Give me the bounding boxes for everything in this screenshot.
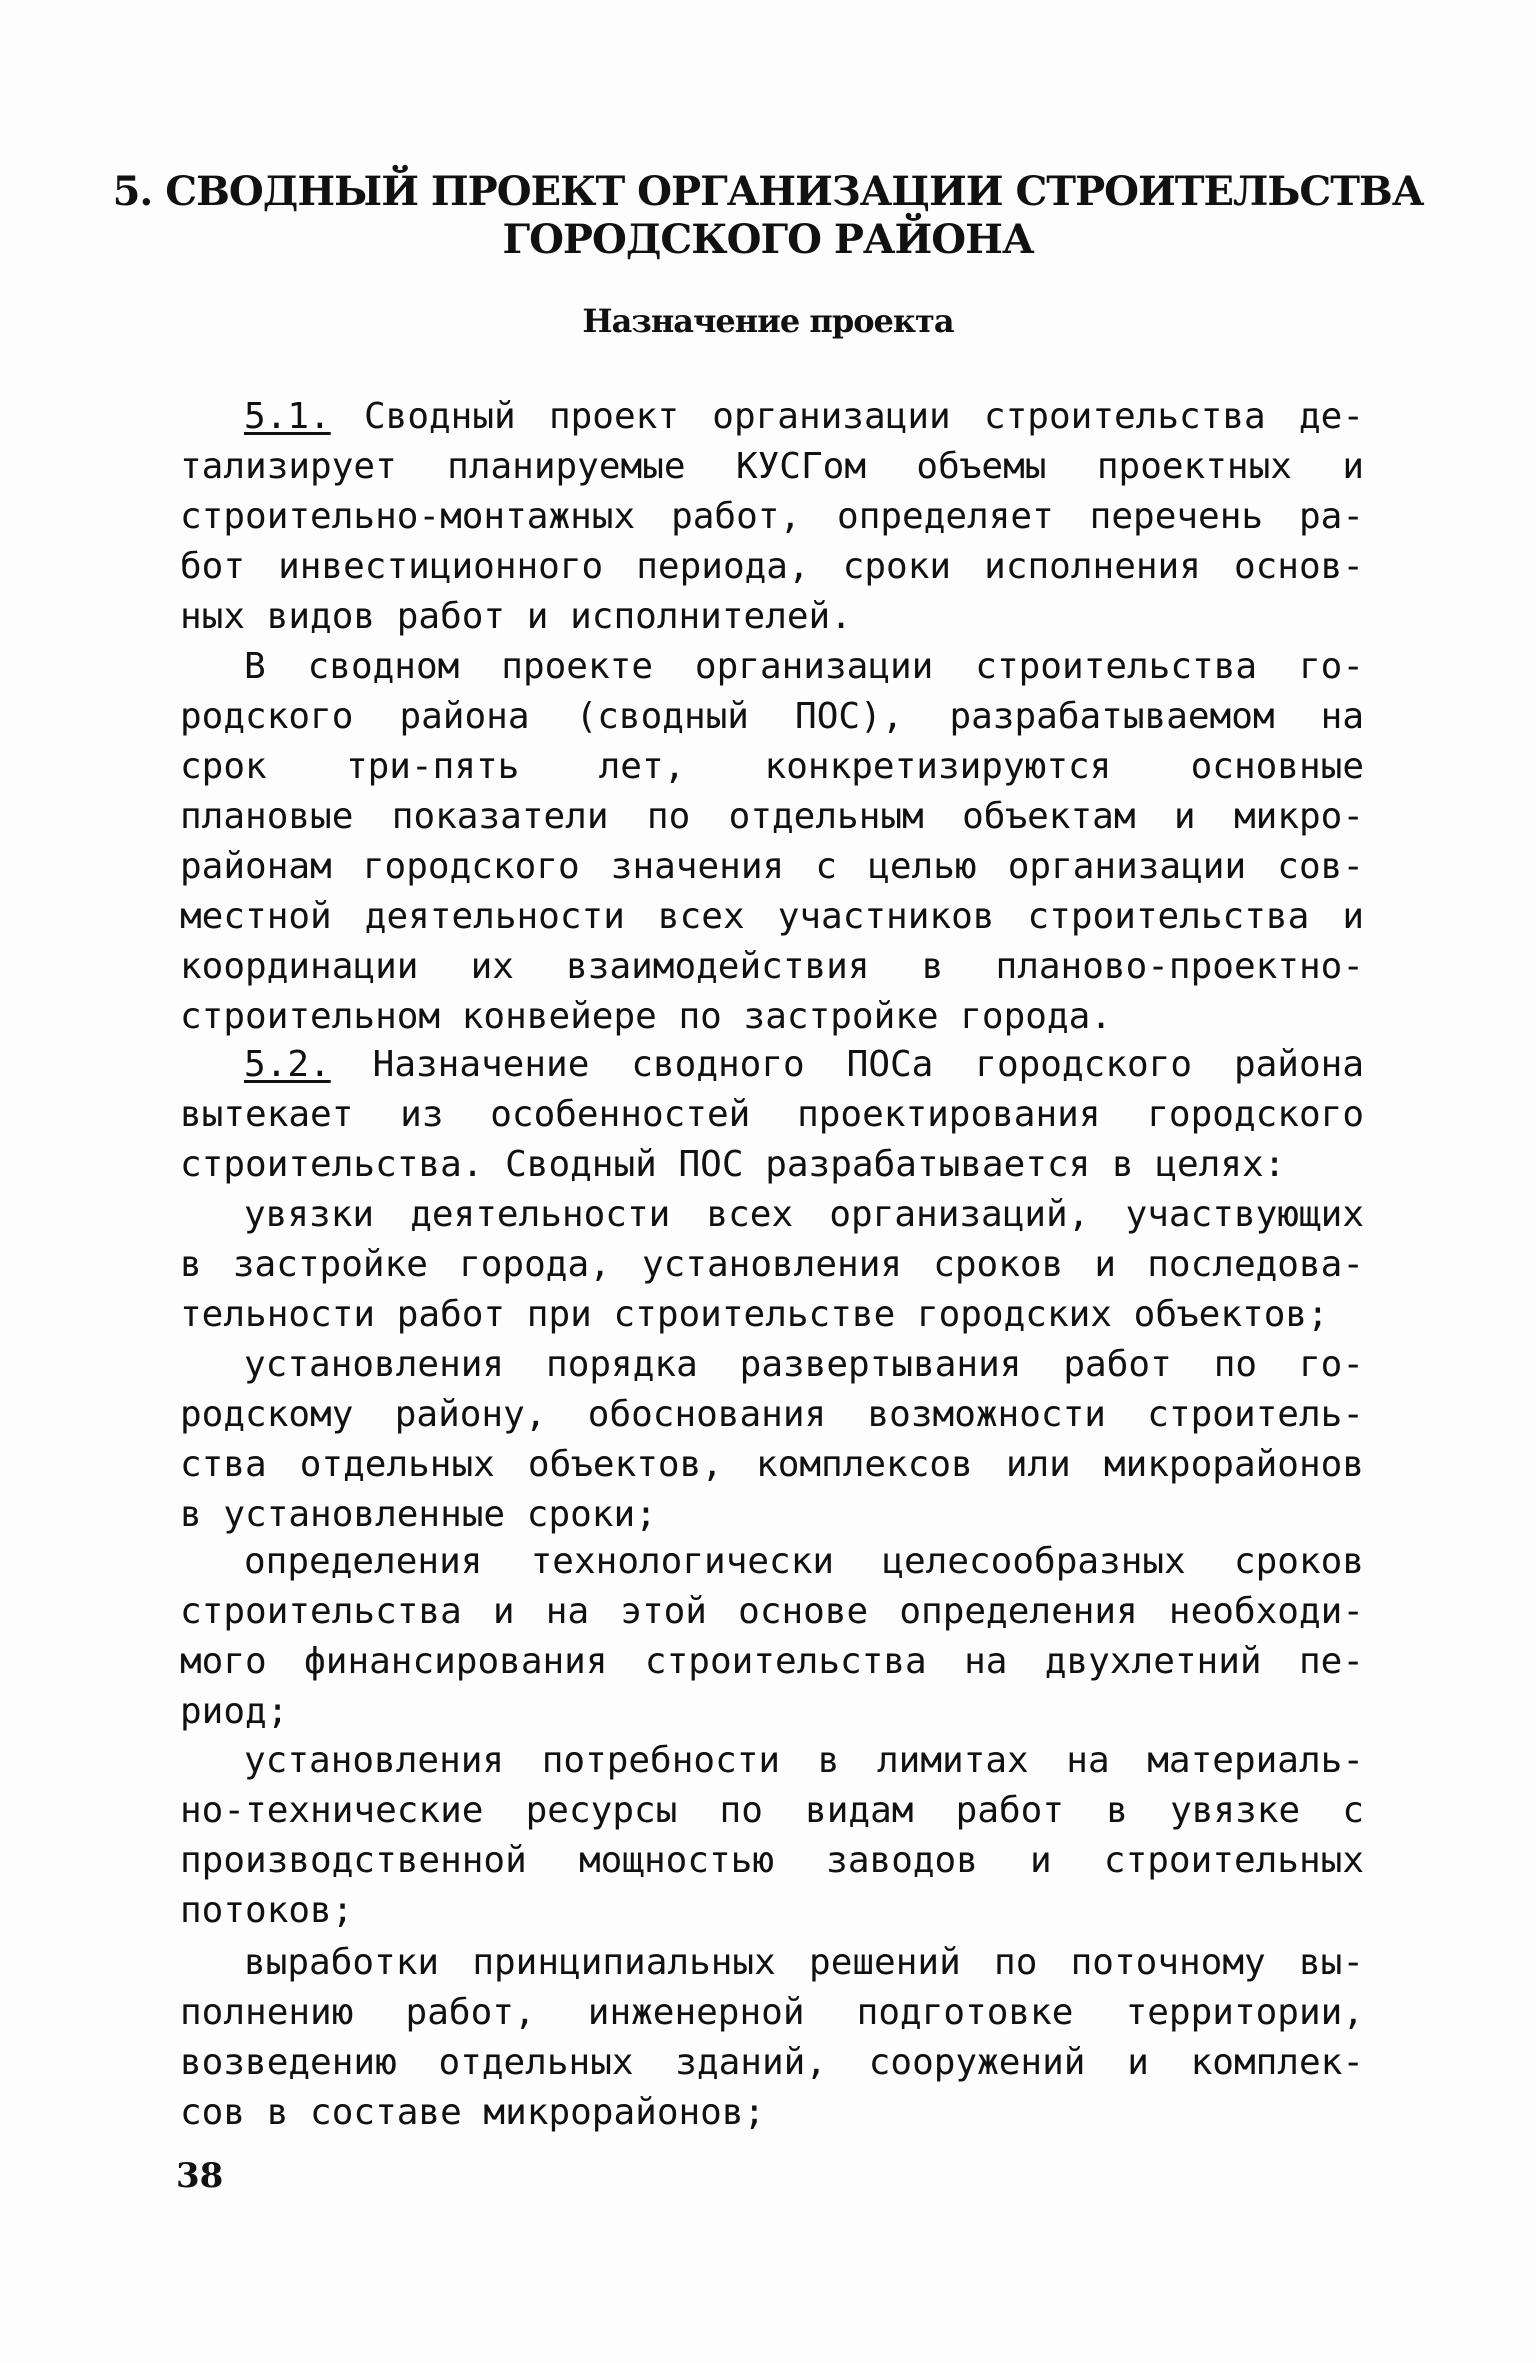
paragraph-line: 5.2. Назначение сводного ПОСа городского района xyxy=(244,1044,1364,1085)
paragraph-line: координации их взаимодействия в планово-проектно- xyxy=(180,946,1364,987)
page-number: 38 xyxy=(176,2156,224,2196)
list-item-line: возведению отдельных зданий, сооружений и комплек- xyxy=(180,2042,1364,2083)
list-item-line: установления потребности в лимитах на материаль- xyxy=(244,1740,1364,1781)
list-item-line: риод; xyxy=(180,1691,289,1732)
list-item-line: в установленные сроки; xyxy=(180,1494,657,1535)
list-item-line: потоков; xyxy=(180,1890,354,1931)
list-item-line: но-технические ресурсы по видам работ в увязке с xyxy=(180,1790,1364,1831)
paragraph-line: строительно-монтажных работ, определяет перечень ра- xyxy=(180,496,1364,537)
section-title: 5. СВОДНЫЙ ПРОЕКТ ОРГАНИЗАЦИИ СТРОИТЕЛЬСТВА xyxy=(112,168,1424,215)
paragraph-line: 5.1. Сводный проект организации строительства де- xyxy=(244,396,1364,437)
list-item-line: производственной мощностью заводов и строительных xyxy=(180,1840,1364,1881)
clause-number: 5.1. xyxy=(244,396,331,437)
paragraph-line: строительства. Сводный ПОС разрабатывается в целях: xyxy=(180,1144,1286,1185)
list-item-line: увязки деятельности всех организаций, участвующих xyxy=(244,1194,1364,1235)
paragraph-line: родского района (сводный ПОС), разрабатываемом на xyxy=(180,696,1364,737)
clause-number: 5.2. xyxy=(244,1044,331,1085)
paragraph-line: плановые показатели по отдельным объектам и микро- xyxy=(180,796,1364,837)
list-item-line: выработки принципиальных решений по поточному вы- xyxy=(244,1942,1364,1983)
list-item-line: ства отдельных объектов, комплексов или микрорайонов xyxy=(180,1444,1364,1485)
subsection-title: Назначение проекта xyxy=(582,302,954,340)
paragraph-line: срок три-пять лет, конкретизируются основные xyxy=(180,746,1364,787)
list-item-line: в застройке города, установления сроков и последова- xyxy=(180,1244,1364,1285)
paragraph-line: районам городского значения с целью организации сов- xyxy=(180,846,1364,887)
list-item-line: родскому району, обоснования возможности строитель- xyxy=(180,1394,1364,1435)
list-item-line: тельности работ при строительстве городских объектов; xyxy=(180,1294,1329,1335)
list-item-line: установления порядка развертывания работ по го- xyxy=(244,1344,1364,1385)
list-item-line: мого финансирования строительства на двухлетний пе- xyxy=(180,1641,1364,1682)
list-item-line: сов в составе микрорайонов; xyxy=(180,2092,766,2133)
paragraph-line: бот инвестиционного периода, сроки исполнения основ- xyxy=(180,546,1364,587)
paragraph-line: тализирует планируемые КУСГом объемы проектных и xyxy=(180,446,1364,487)
section-title-continued: ГОРОДСКОГО РАЙОНА xyxy=(502,216,1034,263)
paragraph-line: вытекает из особенностей проектирования городского xyxy=(180,1094,1364,1135)
paragraph-line: строительном конвейере по застройке города. xyxy=(180,996,1112,1037)
list-item-line: строительства и на этой основе определения необходи- xyxy=(180,1591,1364,1632)
paragraph-line: местной деятельности всех участников строительства и xyxy=(180,896,1364,937)
paragraph-line: ных видов работ и исполнителей. xyxy=(180,596,852,637)
list-item-line: определения технологически целесообразных сроков xyxy=(244,1541,1364,1582)
list-item-line: полнению работ, инженерной подготовке территории, xyxy=(180,1992,1364,2033)
paragraph-line: В сводном проекте организации строительства го- xyxy=(244,646,1364,687)
